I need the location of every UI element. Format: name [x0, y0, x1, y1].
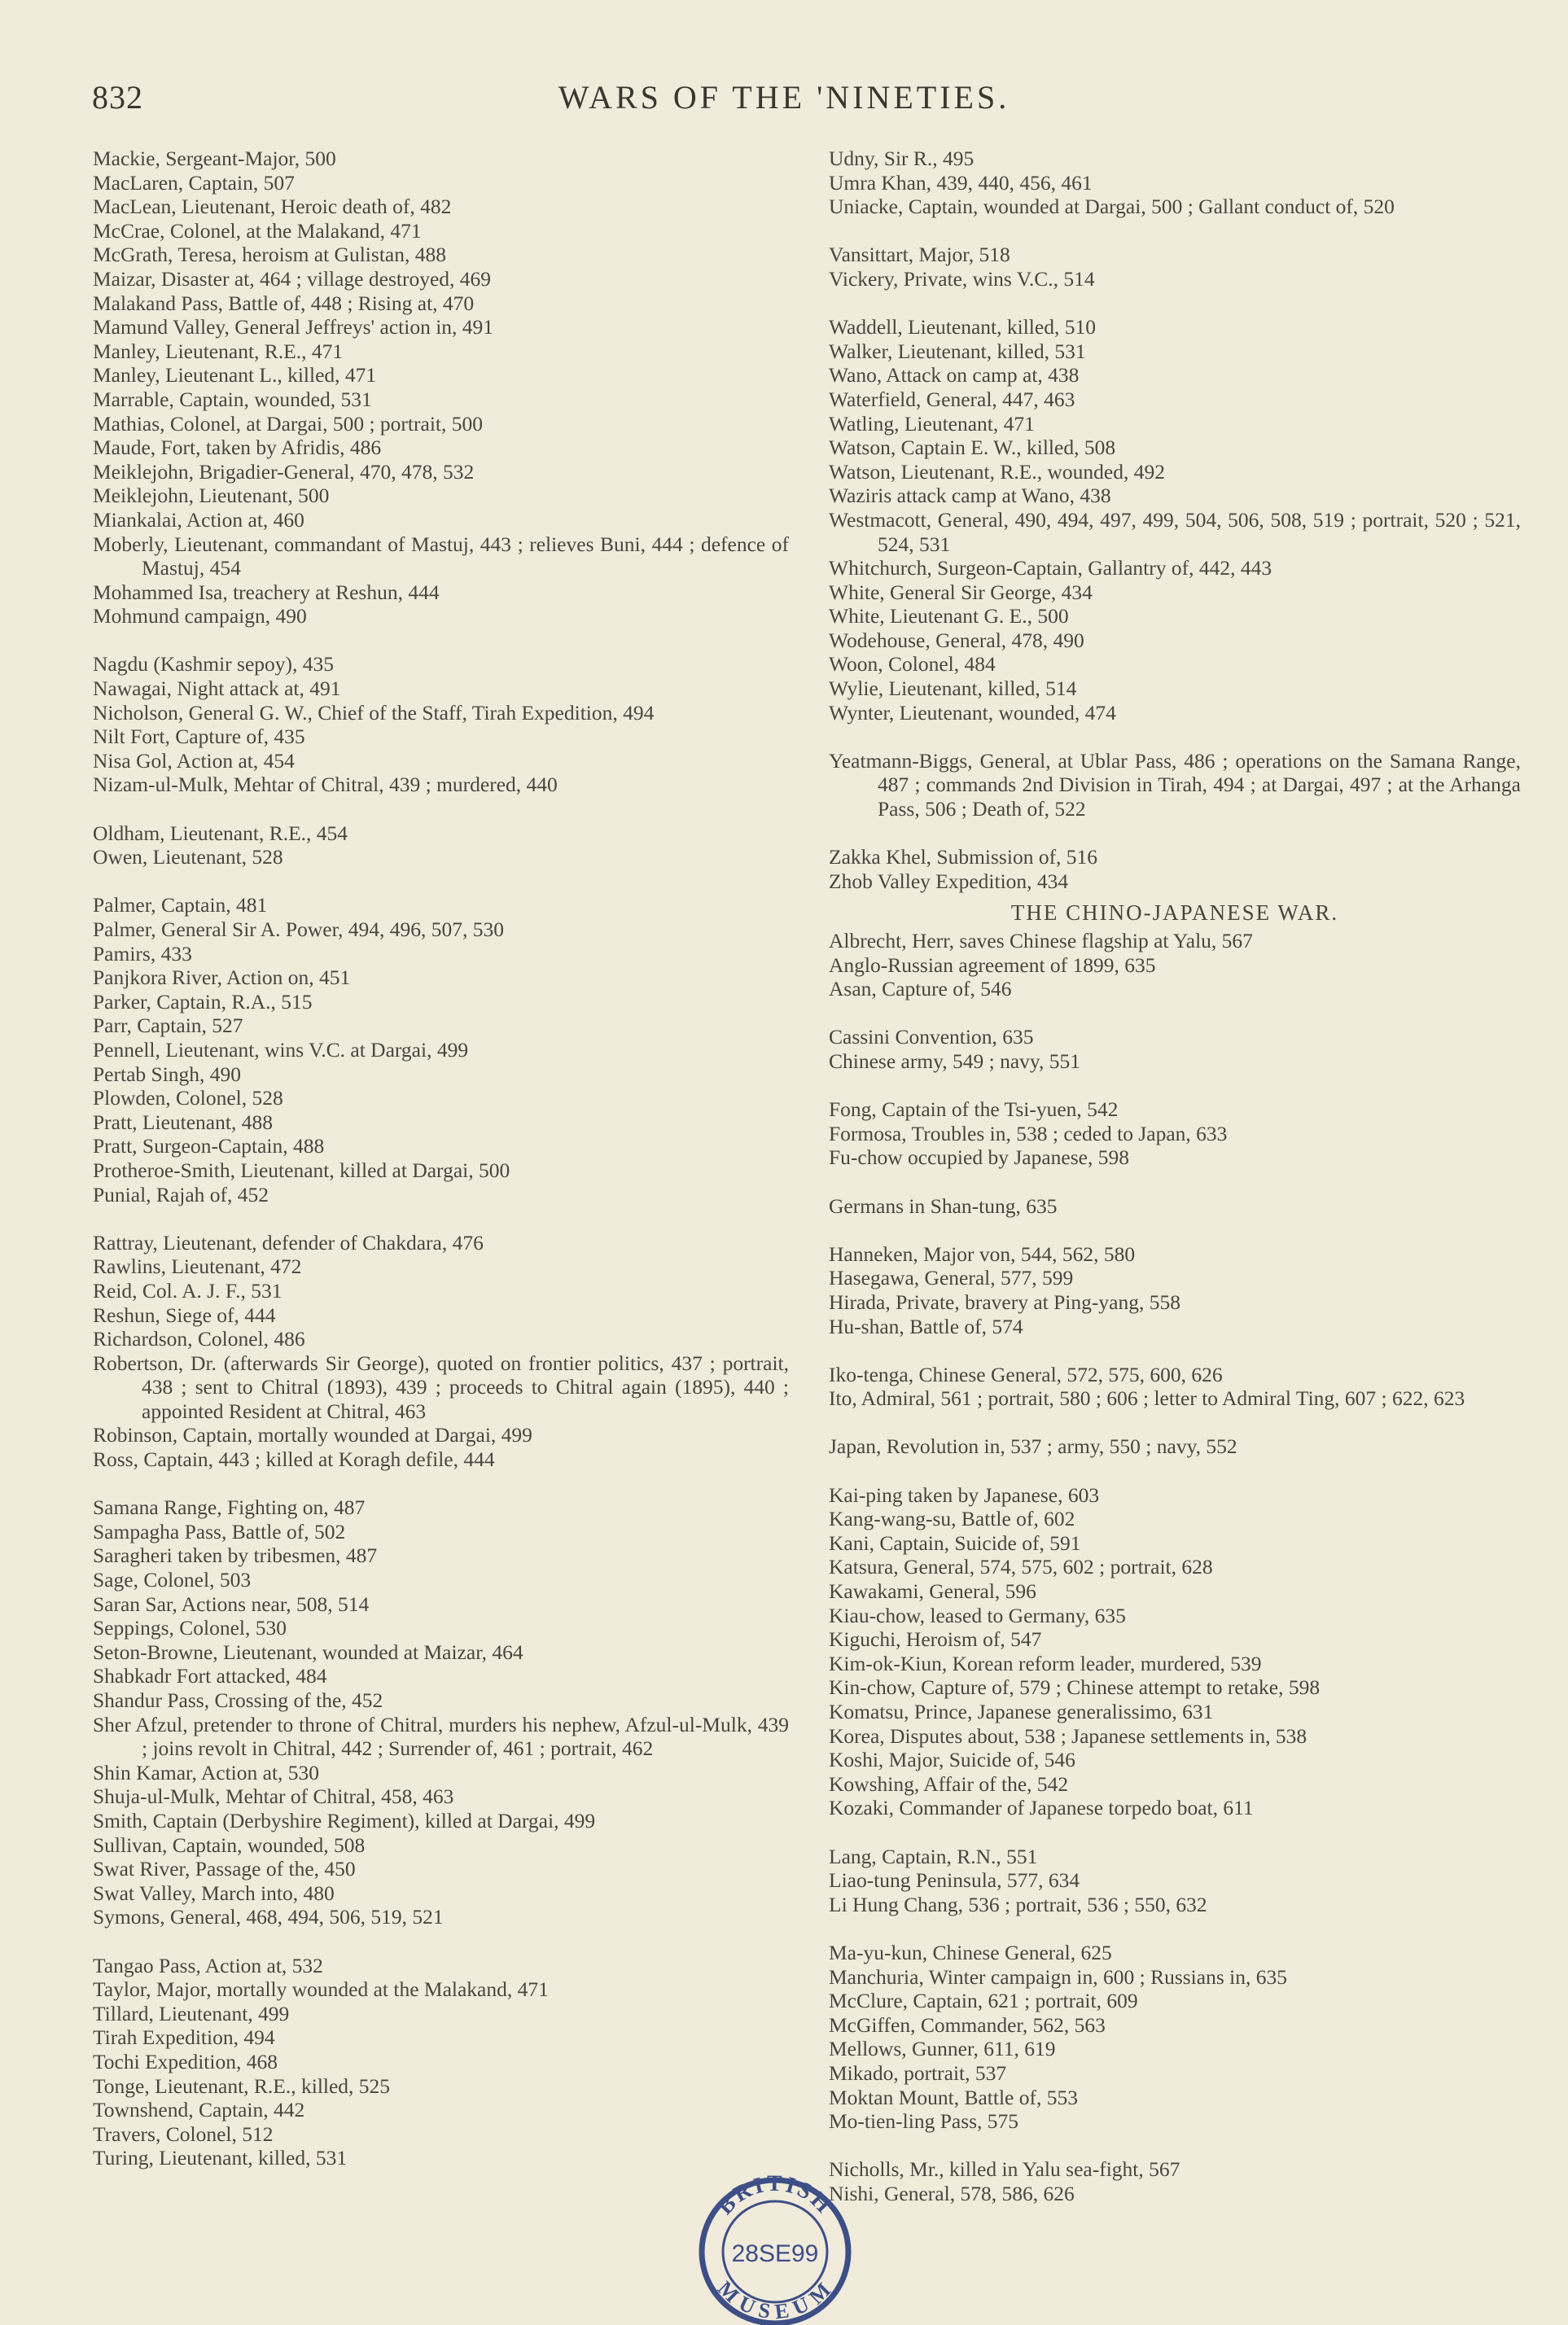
index-entry: Formosa, Troubles in, 538 ; ceded to Japan, 633 — [829, 1121, 1228, 1145]
section-heading: THE CHINO-JAPANESE WAR. — [1010, 900, 1339, 926]
index-entry: Malakand Pass, Battle of, 448 ; Rising at, 470 — [93, 291, 475, 315]
index-entry: Tangao Pass, Action at, 532 — [93, 1953, 323, 1977]
index-entry: Waziris attack camp at Wano, 438 — [829, 484, 1111, 508]
index-entry: Pennell, Lieutenant, wins V.C. at Dargai, 499 — [93, 1037, 469, 1062]
index-entry: Panjkora River, Action on, 451 — [93, 965, 351, 990]
entries-before-heading — [829, 147, 1521, 893]
index-entry: Meiklejohn, Brigadier-General, 470, 478, 532 — [93, 459, 475, 484]
index-entry: Fu-chow occupied by Japanese, 598 — [829, 1145, 1129, 1170]
index-entry: Moberly, Lieutenant, commandant of Mastuj, 443 ; relieves Buni, 444 ; defence of Mastuj, 454 — [93, 532, 789, 580]
index-entry: McGiffen, Commander, 562, 563 — [829, 2012, 1106, 2037]
index-column-right — [829, 147, 1521, 2205]
stamp-top-text: BRITISH — [712, 2170, 838, 2220]
index-entry: Chinese army, 549 ; navy, 551 — [829, 1049, 1081, 1073]
index-entry: Whitchurch, Surgeon-Captain, Gallantry of, 442, 443 — [829, 556, 1272, 580]
index-entry: Swat Valley, March into, 480 — [93, 1881, 335, 1905]
index-entry: Nicholls, Mr., killed in Yalu sea-fight, 567 — [829, 2157, 1180, 2182]
index-entry: Owen, Lieutenant, 528 — [93, 845, 283, 869]
index-entry: Moktan Mount, Battle of, 553 — [829, 2085, 1078, 2109]
entry-gap — [93, 869, 789, 894]
entry-gap — [829, 1916, 1521, 1941]
index-entry: Mathias, Colonel, at Dargai, 500 ; portrait, 500 — [93, 411, 483, 436]
index-entry: Sullivan, Captain, wounded, 508 — [93, 1832, 366, 1857]
index-entry: Korea, Disputes about, 538 ; Japanese settlements in, 538 — [829, 1723, 1307, 1748]
index-entry: McClure, Captain, 621 ; portrait, 609 — [829, 1989, 1138, 2013]
index-entry: Nisa Gol, Action at, 454 — [93, 748, 295, 773]
index-entry: Mohmund campaign, 490 — [93, 604, 307, 628]
index-entry: Sage, Colonel, 503 — [93, 1568, 252, 1592]
index-entry: White, General Sir George, 434 — [829, 580, 1093, 604]
entry-gap — [93, 797, 789, 821]
index-entry: Mo-tien-ling Pass, 575 — [829, 2109, 1019, 2134]
index-entry: Wano, Attack on camp at, 438 — [829, 363, 1080, 388]
index-entry: Vansittart, Major, 518 — [829, 243, 1010, 267]
index-entry: Mackie, Sergeant-Major, 500 — [93, 147, 336, 170]
museum-stamp — [694, 2162, 856, 2325]
stamp-bottom-text: MUSEUM — [712, 2276, 838, 2324]
index-entry: Ma-yu-kun, Chinese General, 625 — [829, 1940, 1112, 1964]
entry-gap — [829, 1459, 1521, 1483]
index-entry: Kawakami, General, 596 — [829, 1579, 1036, 1604]
index-entry: Komatsu, Prince, Japanese generalissimo, 631 — [829, 1700, 1214, 1723]
index-entry: Pratt, Lieutenant, 488 — [93, 1110, 273, 1134]
entry-gap — [829, 219, 1521, 243]
index-entry: Mohammed Isa, treachery at Reshun, 444 — [93, 580, 440, 604]
index-entry: Tillard, Lieutenant, 499 — [93, 2001, 290, 2025]
index-entry: Kowshing, Affair of the, 542 — [829, 1771, 1069, 1796]
index-entry: Watson, Captain E. W., killed, 508 — [829, 436, 1116, 460]
index-column-left — [93, 147, 789, 2170]
index-entry: Reid, Col. A. J. F., 531 — [93, 1278, 283, 1303]
index-entry: MacLean, Lieutenant, Heroic death of, 482 — [93, 195, 452, 219]
index-entry: Robertson, Dr. (afterwards Sir George), quoted on frontier politics, 437 ; portrait, 438 ; sent to Chitral (1893), 439 ; proceeds to Chitral again (1895), 440 ; appointed Resident at Chitral, 463 — [93, 1351, 789, 1423]
index-entry: Maude, Fort, taken by Afridis, 486 — [93, 436, 382, 460]
entry-gap — [829, 725, 1521, 749]
entry-gap — [829, 1338, 1521, 1363]
index-entry: Pertab Singh, 490 — [93, 1062, 242, 1086]
index-entry: Koshi, Major, Suicide of, 546 — [829, 1748, 1075, 1772]
entries-after-heading — [829, 929, 1521, 2205]
index-entry: Kai-ping taken by Japanese, 603 — [829, 1482, 1100, 1507]
entry-gap — [93, 1472, 789, 1496]
index-entry: McGrath, Teresa, heroism at Gulistan, 488 — [93, 243, 446, 267]
index-entry: Mellows, Gunner, 611, 619 — [829, 2037, 1056, 2061]
entry-gap — [829, 821, 1521, 846]
index-entry: Shandur Pass, Crossing of the, 452 — [93, 1688, 383, 1712]
index-entry: Rawlins, Lieutenant, 472 — [93, 1254, 302, 1279]
entry-gap — [829, 1074, 1521, 1098]
index-entry: Nawagai, Night attack at, 491 — [93, 676, 341, 701]
index-entry: Lang, Captain, R.N., 551 — [829, 1844, 1038, 1868]
entry-gap — [829, 291, 1521, 316]
index-entry: Seppings, Colonel, 530 — [93, 1616, 287, 1640]
index-entry: Kani, Captain, Suicide of, 591 — [829, 1530, 1081, 1555]
index-entry: Albrecht, Herr, saves Chinese flagship at Yalu, 567 — [829, 929, 1253, 952]
index-entry: Asan, Capture of, 546 — [829, 977, 1012, 1001]
index-entry: Iko-tenga, Chinese General, 572, 575, 600, 626 — [829, 1362, 1223, 1386]
index-entry: Pratt, Surgeon-Captain, 488 — [93, 1134, 325, 1158]
index-entry: Walker, Lieutenant, killed, 531 — [829, 339, 1086, 363]
index-entry: Manley, Lieutenant L., killed, 471 — [93, 363, 377, 388]
index-entry: Manchuria, Winter campaign in, 600 ; Russians in, 635 — [829, 1964, 1287, 1989]
index-entry: Watson, Lieutenant, R.E., wounded, 492 — [829, 459, 1165, 484]
index-entry: Japan, Revolution in, 537 ; army, 550 ; navy, 552 — [829, 1434, 1237, 1459]
index-entry: Uniacke, Captain, wounded at Dargai, 500 ; Gallant conduct of, 520 — [829, 195, 1395, 219]
index-entry: Tirah Expedition, 494 — [93, 2025, 275, 2050]
index-entry: White, Lieutenant G. E., 500 — [829, 604, 1069, 628]
index-entry: Kiau-chow, leased to Germany, 635 — [829, 1603, 1126, 1627]
page-number: 832 — [92, 79, 143, 116]
index-entry: Tochi Expedition, 468 — [93, 2049, 278, 2073]
entry-gap — [93, 1206, 789, 1231]
index-entry: Cassini Convention, 635 — [829, 1025, 1034, 1049]
index-entry: Wylie, Lieutenant, killed, 514 — [829, 676, 1077, 701]
stamp-date: 28SE99 — [731, 2240, 819, 2267]
index-entry: Saran Sar, Actions near, 508, 514 — [93, 1592, 370, 1616]
index-entry: Travers, Colonel, 512 — [93, 2121, 274, 2146]
index-entry: Rattray, Lieutenant, defender of Chakdara, 476 — [93, 1230, 484, 1254]
index-entry: Nagdu (Kashmir sepoy), 435 — [93, 652, 335, 676]
index-entry: Miankalai, Action at, 460 — [93, 507, 304, 532]
index-entry: Wodehouse, General, 478, 490 — [829, 628, 1084, 652]
index-entry: Kiguchi, Heroism of, 547 — [829, 1627, 1042, 1652]
index-entry: Liao-tung Peninsula, 577, 634 — [829, 1868, 1080, 1893]
entry-gap — [829, 1820, 1521, 1845]
index-entry: Watling, Lieutenant, 471 — [829, 411, 1035, 436]
index-entry: Palmer, Captain, 481 — [93, 893, 268, 917]
index-entry: Hanneken, Major von, 544, 562, 580 — [829, 1241, 1136, 1266]
index-entry: Yeatmann-Biggs, General, at Ublar Pass, 486 ; operations on the Samana Range, 487 ; commands 2nd Division in Tirah, 494 ; at Dargai, 497 ; at the Arhanga Pass, 506 ; Death of, 522 — [829, 748, 1521, 821]
index-entry: Punial, Rajah of, 452 — [93, 1182, 269, 1206]
index-entry: Zhob Valley Expedition, 434 — [829, 869, 1069, 893]
index-entry: Kozaki, Commander of Japanese torpedo boat, 611 — [829, 1796, 1254, 1820]
index-entry: Saragheri taken by tribesmen, 487 — [93, 1543, 378, 1568]
index-entry: Kim-ok-Kiun, Korean reform leader, murdered, 539 — [829, 1651, 1262, 1675]
index-entry: Shin Kamar, Action at, 530 — [93, 1760, 320, 1784]
index-entry: Zakka Khel, Submission of, 516 — [829, 845, 1098, 869]
index-entry: Manley, Lieutenant, R.E., 471 — [93, 339, 344, 363]
index-entry: Plowden, Colonel, 528 — [93, 1086, 283, 1110]
index-entry: Hu-shan, Battle of, 574 — [829, 1314, 1023, 1338]
index-entry: Nizam-ul-Mulk, Mehtar of Chitral, 439 ; murdered, 440 — [93, 773, 558, 797]
index-entry: Kang-wang-su, Battle of, 602 — [829, 1507, 1075, 1531]
entry-gap — [829, 1001, 1521, 1026]
index-entry: Katsura, General, 574, 575, 602 ; portrait, 628 — [829, 1555, 1213, 1579]
index-entry: Kin-chow, Capture of, 579 ; Chinese attempt to retake, 598 — [829, 1675, 1321, 1700]
entry-gap — [829, 1170, 1521, 1194]
index-entry: Oldham, Lieutenant, R.E., 454 — [93, 821, 348, 845]
index-entry: Shuja-ul-Mulk, Mehtar of Chitral, 458, 463 — [93, 1784, 454, 1809]
index-entry: Westmacott, General, 490, 494, 497, 499, 504, 506, 508, 519 ; portrait, 520 ; 521, 524, 531 — [829, 507, 1521, 556]
index-entry: Samana Range, Fighting on, 487 — [93, 1495, 366, 1520]
entry-gap — [829, 1411, 1521, 1435]
index-entry: Robinson, Captain, mortally wounded at Dargai, 499 — [93, 1423, 532, 1447]
index-entry: Pamirs, 433 — [93, 941, 192, 965]
index-entry: Umra Khan, 439, 440, 456, 461 — [829, 170, 1093, 195]
index-entry: Anglo-Russian agreement of 1899, 635 — [829, 952, 1156, 977]
index-entry: Maizar, Disaster at, 464 ; village destroyed, 469 — [93, 266, 492, 291]
entry-gap — [829, 2134, 1521, 2158]
index-entry: McCrae, Colonel, at the Malakand, 471 — [93, 218, 422, 243]
index-entry: Seton-Browne, Lieutenant, wounded at Maizar, 464 — [93, 1640, 523, 1664]
index-entry: Sampagha Pass, Battle of, 502 — [93, 1519, 346, 1543]
entry-gap — [93, 628, 789, 653]
index-entry: Marrable, Captain, wounded, 531 — [93, 387, 372, 411]
index-entry: Nishi, General, 578, 586, 626 — [829, 2181, 1075, 2205]
running-title: WARS OF THE 'NINETIES. — [558, 79, 1010, 116]
index-entry: Tonge, Lieutenant, R.E., killed, 525 — [93, 2073, 391, 2098]
index-entry: Mikado, portrait, 537 — [829, 2060, 1007, 2085]
index-entry: Hirada, Private, bravery at Ping-yang, 558 — [829, 1289, 1180, 1314]
index-entry: Taylor, Major, mortally wounded at the Malakand, 471 — [93, 1977, 549, 2002]
index-entry: Mamund Valley, General Jeffreys' action in, 491 — [93, 315, 494, 339]
index-entry: Sher Afzul, pretender to throne of Chitral, murders his nephew, Afzul-ul-Mulk, 439 ; joins revolt in Chitral, 442 ; Surrender of, 461 ; portrait, 462 — [93, 1712, 789, 1761]
index-entry: MacLaren, Captain, 507 — [93, 170, 295, 195]
index-entry: Townshend, Captain, 442 — [93, 2098, 305, 2122]
index-entry: Ito, Admiral, 561 ; portrait, 580 ; 606 ; letter to Admiral Ting, 607 ; 622, 623 — [829, 1386, 1465, 1411]
index-entry: Wynter, Lieutenant, wounded, 474 — [829, 700, 1116, 725]
entry-gap — [93, 1929, 789, 1954]
index-entry: Li Hung Chang, 536 ; portrait, 536 ; 550, 632 — [829, 1892, 1207, 1916]
index-entry: Vickery, Private, wins V.C., 514 — [829, 266, 1095, 291]
index-entry: Hasegawa, General, 577, 599 — [829, 1266, 1074, 1290]
entry-gap — [829, 1218, 1521, 1242]
index-entry: Parker, Captain, R.A., 515 — [93, 989, 313, 1014]
index-entry: Smith, Captain (Derbyshire Regiment), killed at Dargai, 499 — [93, 1808, 596, 1832]
index-entry: Fong, Captain of the Tsi-yuen, 542 — [829, 1097, 1119, 1122]
index-entry: Woon, Colonel, 484 — [829, 652, 996, 676]
index-entry: Richardson, Colonel, 486 — [93, 1327, 305, 1351]
index-entry: Nilt Fort, Capture of, 435 — [93, 725, 305, 749]
index-entry: Swat River, Passage of the, 450 — [93, 1857, 356, 1881]
index-entry: Meiklejohn, Lieutenant, 500 — [93, 484, 330, 508]
index-entry: Symons, General, 468, 494, 506, 519, 521 — [93, 1905, 444, 1929]
index-entry: Udny, Sir R., 495 — [829, 147, 975, 170]
index-entry: Ross, Captain, 443 ; killed at Koragh defile, 444 — [93, 1447, 495, 1472]
index-entry: Germans in Shan-tung, 635 — [829, 1193, 1058, 1218]
index-entry: Nicholson, General G. W., Chief of the Staff, Tirah Expedition, 494 — [93, 700, 655, 725]
index-entry: Shabkadr Fort attacked, 484 — [93, 1664, 327, 1688]
index-entry: Waddell, Lieutenant, killed, 510 — [829, 315, 1096, 339]
index-entry: Reshun, Siege of, 444 — [93, 1303, 276, 1327]
index-entry: Protheroe-Smith, Lieutenant, killed at Dargai, 500 — [93, 1158, 510, 1182]
index-entry: Parr, Captain, 527 — [93, 1014, 243, 1038]
index-entry: Palmer, General Sir A. Power, 494, 496, 507, 530 — [93, 917, 505, 941]
index-entry: Waterfield, General, 447, 463 — [829, 387, 1075, 411]
index-entry: Turing, Lieutenant, killed, 531 — [93, 2146, 348, 2170]
